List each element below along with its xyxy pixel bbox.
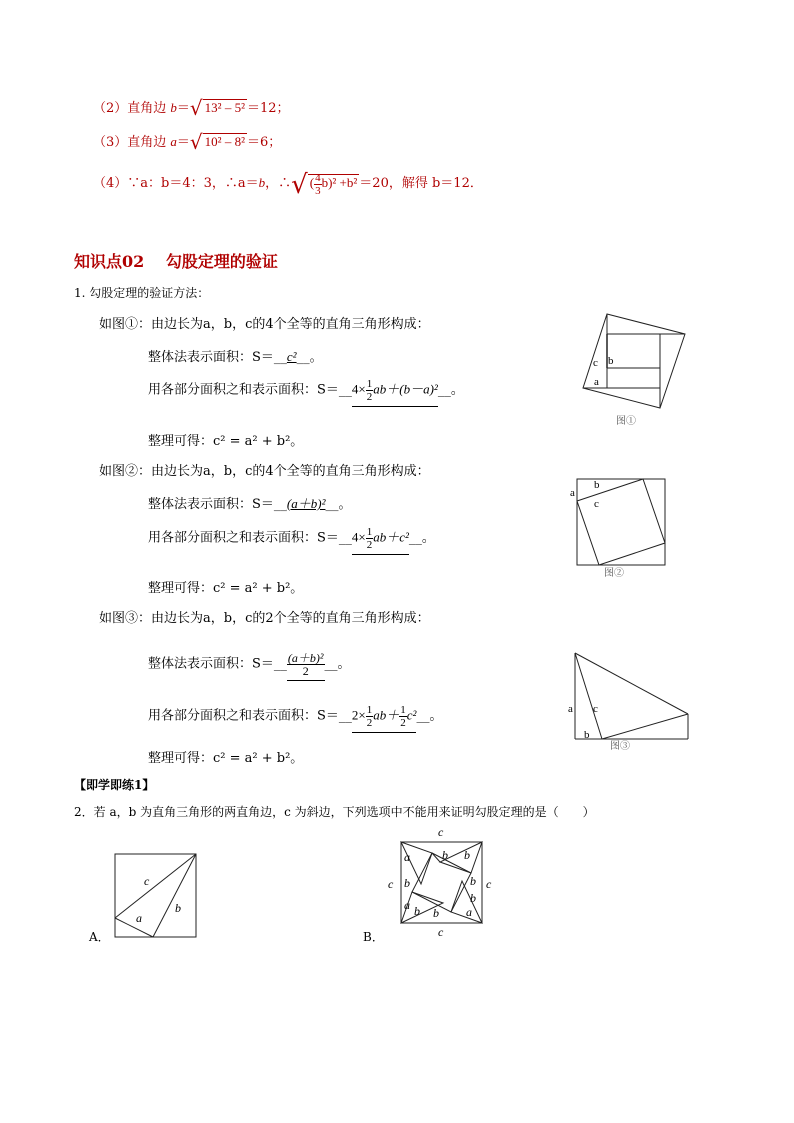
label-c: c (593, 357, 598, 369)
label-c: c (144, 874, 150, 888)
answer-line-2: （2）直角边 b＝√ 13² – 5² ＝12； (93, 96, 290, 120)
fig2-result: 整理可得：c² = a² + b²。 (148, 581, 304, 596)
answer-variable: b (258, 175, 266, 190)
section-heading: 知识点02 勾股定理的验证 (74, 252, 278, 271)
fig2-caption: 图② (604, 568, 624, 579)
label-b: b (433, 906, 439, 920)
answer-mid: ，∴ (265, 176, 292, 191)
fig1-caption: 图① (616, 416, 636, 427)
fig2-description: 如图②：由边长为a，b，c的4个全等的直角三角形构成： (99, 464, 430, 479)
label-b: b (464, 848, 470, 862)
item-intro: 1. 勾股定理的验证方法： (74, 286, 210, 300)
answer-prefix: （2）直角边 (93, 101, 171, 116)
figure-3 (566, 650, 692, 752)
label-a: a (404, 898, 410, 912)
fig1-description: 如图①：由边长为a，b，c的4个全等的直角三角形构成： (99, 317, 430, 332)
radicand: 10² – 8² (204, 134, 245, 149)
answer-result: ＝6； (246, 135, 282, 150)
fig1-result: 整理可得：c² = a² + b²。 (148, 434, 304, 449)
radicand: ( $\frac{4}{3}$ b)² +b² (309, 171, 358, 197)
label-c-right: c (486, 877, 492, 891)
label-c-left: c (388, 877, 394, 891)
label-a: a (136, 911, 142, 925)
label-b: b (608, 355, 614, 367)
label-b: b (470, 874, 476, 888)
answer-prefix: （3）直角边 (93, 135, 171, 150)
label-c-top: c (438, 825, 444, 839)
answer-prefix: （4）∵a：b＝4：3，∴a＝ (93, 176, 259, 191)
sqrt-icon: √ (189, 96, 203, 120)
label-a: a (594, 376, 599, 388)
label-b: b (404, 876, 410, 890)
fig3-caption: 图③ (610, 741, 630, 752)
label-b: b (414, 904, 420, 918)
fraction: $\frac{\text{(a＋b)²}}{2}$ (287, 651, 324, 678)
fig3-description: 如图③：由边长为a，b，c的2个全等的直角三角形构成： (99, 611, 430, 626)
answer-line-4 (93, 170, 483, 200)
answer-result: ＝12； (246, 101, 290, 116)
fig1-parts-area: 用各部分面积之和表示面积：S＝__4× $\frac{1}{2}$ ab＋(b－a)²__。 (148, 378, 464, 407)
option-a-figure[interactable] (110, 850, 202, 942)
option-b-figure[interactable] (384, 825, 499, 940)
sqrt-icon: √ (291, 170, 308, 200)
fraction: $\frac{1}{2}$ (400, 704, 406, 729)
fig3-whole-area: 整体法表示面积：S＝__ $\frac{\text{(a＋b)²}}{2}$ __。 (148, 652, 351, 681)
fraction: $\frac{1}{2}$ (366, 704, 373, 729)
practice-tag: 【即学即练1】 (74, 778, 155, 792)
answer-value: 4× $\frac{1}{2}$ ab＋c² (352, 526, 409, 555)
fig1-whole-area: 整体法表示面积：S＝__c²__。 (148, 349, 323, 365)
option-a-label[interactable]: A． (89, 930, 110, 944)
answer-variable: b (170, 100, 177, 115)
label-c: c (593, 703, 598, 715)
fig2-whole-area: 整体法表示面积：S＝__(a＋b)²__。 (148, 496, 352, 512)
answer-value: 2× $\frac{1}{2}$ ab＋ $\frac{1}{2}$ c² (352, 704, 417, 733)
figure-2 (566, 476, 670, 580)
label-c-bottom: c (438, 925, 444, 939)
label-b: b (594, 479, 600, 491)
answer-value: c² (286, 349, 297, 364)
label-b: b (442, 848, 448, 862)
sqrt-icon: √ (189, 130, 203, 154)
answer-line-3: （3）直角边 a＝√ 10² – 8² ＝6； (93, 130, 282, 154)
label-b: b (584, 729, 590, 741)
fig2-parts-area: 用各部分面积之和表示面积：S＝__4× $\frac{1}{2}$ ab＋c²__。 (148, 526, 435, 555)
option-b-label[interactable]: B． (363, 930, 384, 944)
fig3-parts-area: 用各部分面积之和表示面积：S＝__2× $\frac{1}{2}$ ab＋ $\frac{1}{2}$ c²__。 (148, 704, 442, 733)
radicand: 13² – 5² (204, 100, 245, 115)
label-a: a (404, 850, 410, 864)
label-a: a (570, 487, 575, 499)
fraction: $\frac{1}{2}$ (366, 378, 373, 403)
label-a: a (568, 703, 573, 715)
practice-question: 2．若 a，b 为直角三角形的两直角边，c 为斜边，下列选项中不能用来证明勾股定理的是（ ） (74, 805, 595, 819)
figure-1 (578, 310, 693, 430)
fraction: $\frac{1}{2}$ (366, 526, 373, 551)
answer-value (287, 652, 325, 681)
label-b: b (175, 901, 181, 915)
label-b: b (470, 891, 476, 905)
answer-value: 4× $\frac{1}{2}$ ab＋(b－a)² (352, 378, 438, 407)
label-c: c (594, 498, 599, 510)
fraction: $\frac{4}{3}$ (315, 171, 321, 197)
answer-variable: a (170, 134, 177, 149)
fig3-result: 整理可得：c² = a² + b²。 (148, 751, 304, 766)
label-a: a (466, 905, 472, 919)
answer-value: (a＋b)² (286, 496, 326, 511)
answer-result: ＝20，解得 b＝12． (359, 176, 483, 191)
